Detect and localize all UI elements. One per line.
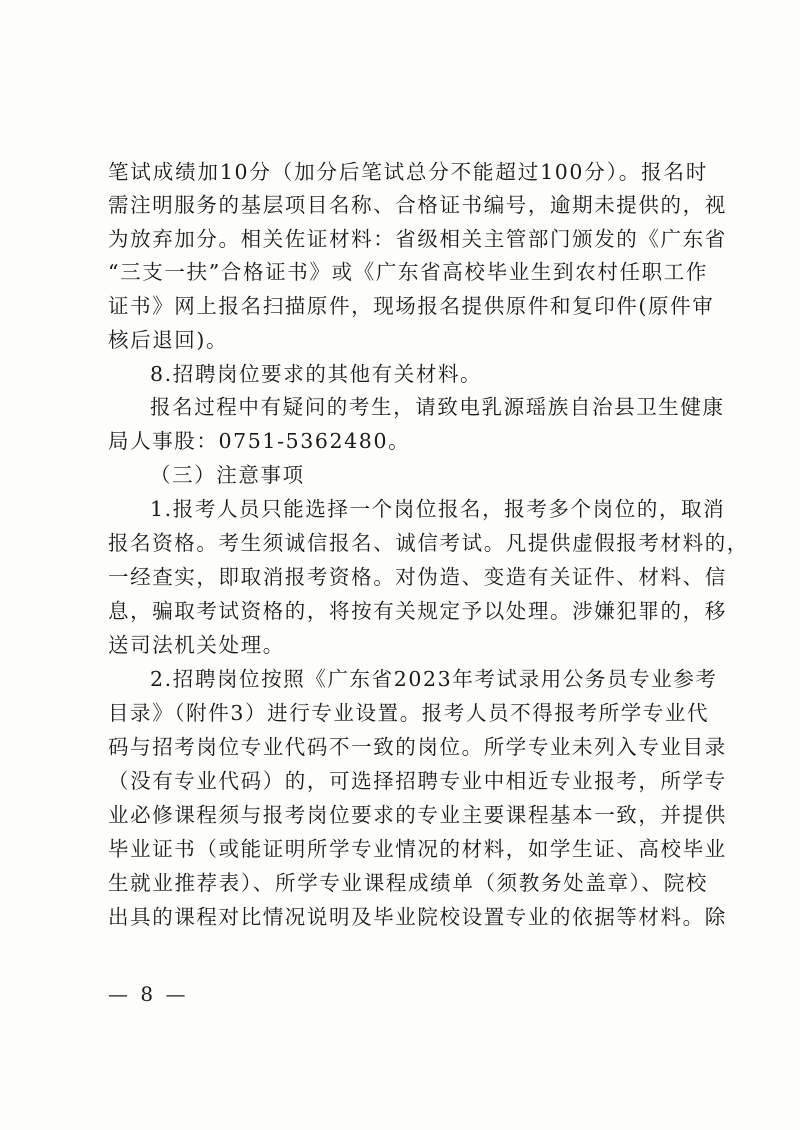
text-line: 报名资格。考生须诚信报名、诚信考试。凡提供虚假报考材料的，	[108, 531, 749, 555]
text-line: 一经查实，即取消报考资格。对伪造、变造有关证件、材料、信	[108, 565, 727, 589]
text-line: 业必修课程须与报考岗位要求的专业主要课程基本一致，并提供	[108, 803, 727, 827]
text-line: 证书》网上报名扫描原件，现场报名提供原件和复印件(原件审	[108, 294, 715, 318]
text-line: 需注明服务的基层项目名称、合格证书编号，逾期未提供的，视	[108, 193, 727, 217]
text-line: 报名过程中有疑问的考生，请致电乳源瑶族自治县卫生健康	[150, 395, 725, 419]
text-line: 送司法机关处理。	[108, 633, 285, 657]
text-line: 核后退回)。	[108, 328, 229, 352]
contact-phone-line: 局人事股：0751-5362480。	[108, 429, 411, 453]
text-line: 目录》（附件3）进行专业设置。报考人员不得报考所学专业代	[108, 701, 710, 725]
list-item-2: 2.招聘岗位按照《广东省2023年考试录用公务员专业参考	[150, 667, 718, 691]
section-heading: （三）注意事项	[150, 463, 305, 487]
text-line: “三支一扶”合格证书》或《广东省高校毕业生到农村任职工作	[108, 260, 708, 284]
list-item-1: 1.报考人员只能选择一个岗位报名，报考多个岗位的，取消	[150, 497, 726, 521]
text-line: 息，骗取考试资格的，将按有关规定予以处理。涉嫌犯罪的，移	[108, 599, 727, 623]
text-line: （没有专业代码）的，可选择招聘专业中相近专业报考，所学专	[108, 769, 727, 793]
text-line: 毕业证书（或能证明所学专业情况的材料，如学生证、高校毕业	[108, 837, 727, 861]
list-item-8: 8.招聘岗位要求的其他有关材料。	[150, 362, 483, 386]
text-line: 出具的课程对比情况说明及毕业院校设置专业的依据等材料。除	[108, 905, 727, 929]
page-number: — 8 —	[108, 982, 189, 1006]
text-line: 码与招考岗位专业代码不一致的岗位。所学专业未列入专业目录	[108, 735, 727, 759]
text-line: 为放弃加分。相关佐证材料：省级相关主管部门颁发的《广东省	[108, 227, 727, 251]
text-line: 笔试成绩加10分（加分后笔试总分不能超过100分）。报名时	[108, 160, 708, 184]
text-line: 生就业推荐表）、所学专业课程成绩单（须教务处盖章）、院校	[108, 871, 708, 895]
